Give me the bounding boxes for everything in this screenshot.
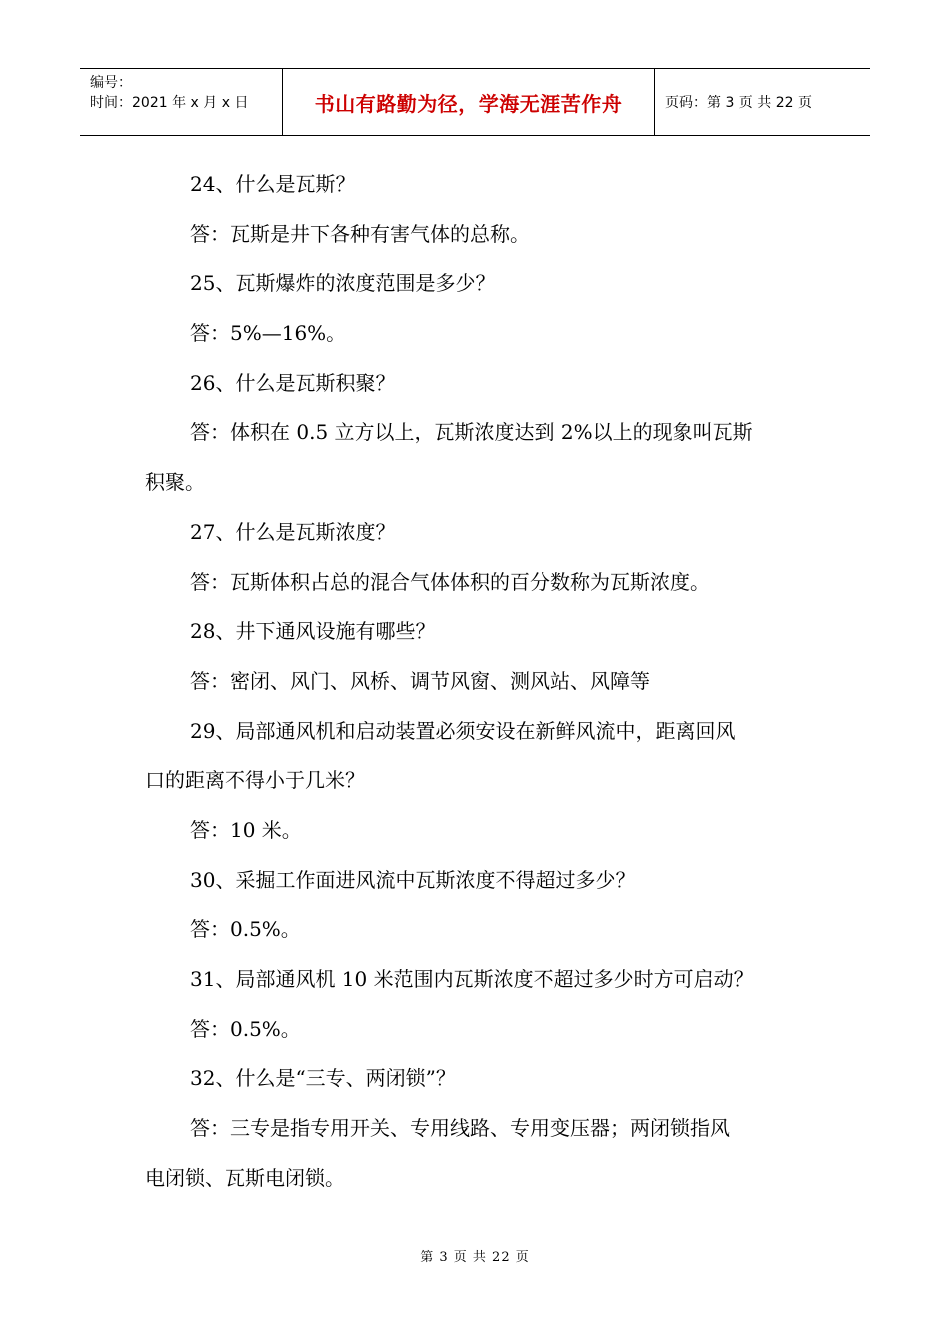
answer-31: 答：0.5%。 (190, 1016, 301, 1041)
document-body (145, 160, 815, 1203)
answer-29: 答：10 米。 (190, 817, 302, 842)
answer-32: 答：三专是指专用开关、专用线路、专用变压器；两闭锁指风 (190, 1116, 730, 1141)
question-29-continued: 口的距离不得小于几米？ (145, 768, 365, 793)
answer-26: 答：体积在 0.5 立方以上，瓦斯浓度达到 2%以上的现象叫瓦斯 (190, 420, 753, 445)
header-slogan: 书山有路勤为径，学海无涯苦作舟 (282, 69, 655, 135)
question-29: 29、局部通风机和启动装置必须安设在新鲜风流中，距离回风 (190, 718, 736, 743)
page-footer: 第 3 页 共 22 页 (420, 1250, 530, 1265)
question-28: 28、井下通风设施有哪些？ (190, 619, 436, 644)
question-31: 31、局部通风机 10 米范围内瓦斯浓度不超过多少时方可启动？ (190, 967, 754, 991)
answer-30: 答：0.5%。 (190, 917, 301, 942)
answer-32-continued: 电闭锁、瓦斯电闭锁。 (145, 1165, 345, 1190)
question-30: 30、采掘工作面进风流中瓦斯浓度不得超过多少？ (190, 867, 636, 892)
question-25: 25、瓦斯爆炸的浓度范围是多少？ (190, 271, 496, 296)
page-header (80, 68, 870, 136)
question-27: 27、什么是瓦斯浓度？ (190, 519, 396, 544)
header-page-info: 页码：第 3 页 共 22 页 (665, 95, 812, 111)
header-meta (80, 69, 282, 135)
answer-27: 答：瓦斯体积占总的混合气体体积的百分数称为瓦斯浓度。 (190, 569, 710, 594)
answer-25: 答：5%—16%。 (190, 321, 347, 346)
answer-28: 答：密闭、风门、风桥、调节风窗、测风站、风障等 (190, 668, 650, 693)
document-number: 编号： (90, 75, 132, 91)
document-date: 时间：2021 年 x 月 x 日 (90, 95, 249, 111)
question-26: 26、什么是瓦斯积聚？ (190, 370, 396, 395)
answer-24: 答：瓦斯是井下各种有害气体的总称。 (190, 221, 530, 246)
question-24: 24、什么是瓦斯？ (190, 172, 356, 196)
question-32: 32、什么是“三专、两闭锁”？ (190, 1066, 456, 1091)
answer-26-continued: 积聚。 (145, 470, 205, 495)
